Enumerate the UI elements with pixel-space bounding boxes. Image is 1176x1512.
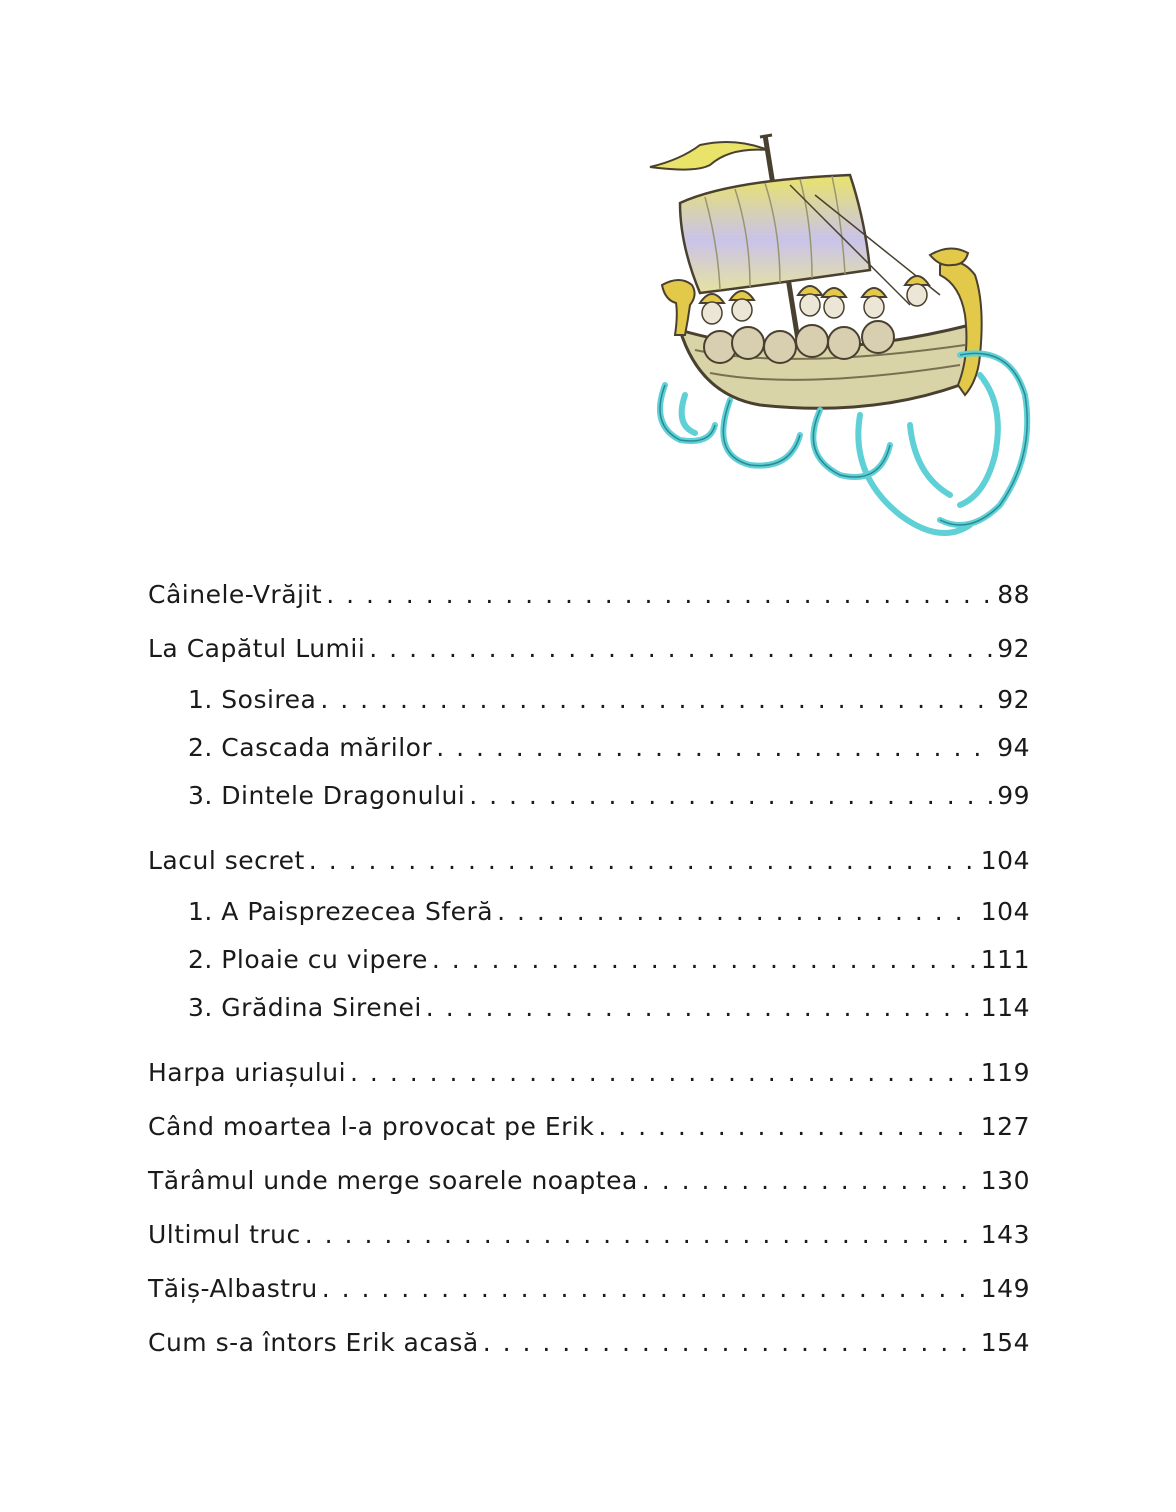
toc-dot-leader [305, 1208, 977, 1262]
toc-entry[interactable] [148, 772, 1030, 820]
toc-entry-page: 154 [980, 1328, 1030, 1357]
toc-entry-page: 119 [980, 1058, 1030, 1087]
toc-entry-title: Tărâmul unde merge soarele noaptea [148, 1166, 638, 1195]
toc-entry-title: Când moartea l-a provocat pe Erik [148, 1112, 595, 1141]
viking-ship-icon [640, 125, 1040, 550]
toc-entry-page: 143 [980, 1220, 1030, 1249]
toc-dot-leader [309, 834, 977, 888]
toc-entry-title: Tăiș-Albastru [148, 1274, 318, 1303]
toc-entry[interactable] [148, 1262, 1030, 1316]
toc-dot-leader [322, 1262, 977, 1316]
toc-entry[interactable] [148, 1208, 1030, 1262]
toc-entry[interactable] [148, 888, 1030, 936]
toc-dot-leader [326, 568, 993, 622]
toc-entry[interactable] [148, 1046, 1030, 1100]
toc-entry-page: 94 [997, 733, 1030, 762]
toc-entry-title: Harpa uriașului [148, 1058, 347, 1087]
toc-dot-leader [642, 1154, 977, 1208]
toc-dot-leader [436, 724, 993, 772]
toc-entry[interactable] [148, 984, 1030, 1032]
toc-entry[interactable] [148, 936, 1030, 984]
toc-dot-leader [350, 1046, 977, 1100]
toc-entry-title: 3. Grădina Sirenei [188, 993, 422, 1022]
toc-entry[interactable] [148, 622, 1030, 676]
toc-entry[interactable] [148, 568, 1030, 622]
toc-entry-page: 88 [997, 580, 1030, 609]
toc-entry[interactable] [148, 676, 1030, 724]
toc-entry-title: 2. Ploaie cu vipere [188, 945, 428, 974]
toc-dot-leader [369, 622, 993, 676]
toc-dot-leader [598, 1100, 976, 1154]
toc-entry-page: 130 [980, 1166, 1030, 1195]
toc-entry-title: Lacul secret [148, 846, 305, 875]
toc-entry-page: 92 [997, 634, 1030, 663]
toc-dot-leader [432, 936, 977, 984]
toc-entry[interactable] [148, 1100, 1030, 1154]
table-of-contents [148, 568, 1030, 1370]
toc-entry-title: Câinele-Vrăjit [148, 580, 323, 609]
toc-entry-page: 114 [980, 993, 1030, 1022]
toc-entry-title: La Capătul Lumii [148, 634, 366, 663]
toc-entry-title: 2. Cascada mărilor [188, 733, 433, 762]
toc-dot-leader [497, 888, 977, 936]
toc-dot-leader [320, 676, 993, 724]
toc-entry-page: 127 [980, 1112, 1030, 1141]
toc-entry-page: 99 [997, 781, 1030, 810]
toc-entry-page: 149 [980, 1274, 1030, 1303]
toc-entry-title: 1. A Paisprezecea Sferă [188, 897, 494, 926]
toc-entry-title: 3. Dintele Dragonului [188, 781, 466, 810]
toc-entry-page: 104 [980, 846, 1030, 875]
toc-entry-page: 92 [997, 685, 1030, 714]
toc-dot-leader [483, 1316, 977, 1370]
toc-entry-page: 104 [980, 897, 1030, 926]
toc-entry[interactable] [148, 1316, 1030, 1370]
toc-entry-page: 111 [980, 945, 1030, 974]
toc-entry-title: Cum s-a întors Erik acasă [148, 1328, 479, 1357]
toc-entry-title: 1. Sosirea [188, 685, 317, 714]
toc-dot-leader [426, 984, 977, 1032]
toc-entry[interactable] [148, 834, 1030, 888]
toc-dot-leader [469, 772, 993, 820]
toc-entry[interactable] [148, 724, 1030, 772]
toc-entry[interactable] [148, 1154, 1030, 1208]
toc-entry-title: Ultimul truc [148, 1220, 301, 1249]
